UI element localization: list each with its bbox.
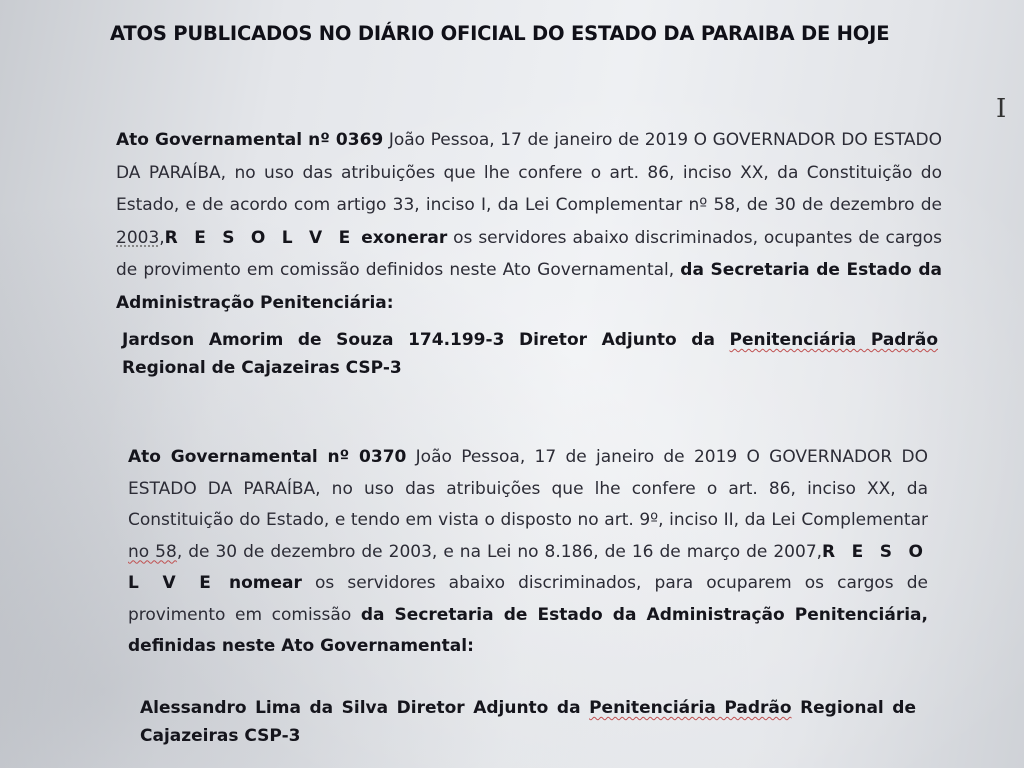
servant-unit: Regional de Cajazeiras CSP-3 [122,358,402,378]
act-intro: João Pessoa, 17 de janeiro de 2019 O GOVERNADOR DO ESTADO DA PARAÍBA, no uso das atribuições que lhe confere o art. 86, inciso XX, da Constituição do Estado, e tendo em vista o disposto no art. 9º, inciso II, da Lei Complementar [128,447,928,530]
act-action: nomear [228,573,302,593]
servant-unit: Regional de Cajazeiras CSP-3 [140,698,916,746]
act-secretariat: da Secretaria de Estado da Administração Penitenciária: [116,260,942,313]
act-secretariat: da Secretaria de Estado da Administração Penitenciária, definidas neste Ato Governamental: [128,604,928,656]
servant-institution: Penitenciária Padrão [729,330,938,350]
act-body: os servidores abaixo discriminados, ocupantes de cargos de provimento em comissão definidos neste Ato Governamental, [116,227,943,280]
servant-name-role: Alessandro Lima da Silva Diretor Adjunto da [140,698,590,718]
law-reference: no 58 [128,541,177,562]
resolve-keyword: R E S O L V E [128,541,929,593]
act-comma: , [159,227,165,248]
act-intro: João Pessoa, 17 de janeiro de 2019 O GOVERNADOR DO ESTADO DA PARAÍBA, no uso das atribuições que lhe confere o art. 86, inciso XX, da Constituição do Estado, e de acordo com artigo 33, inciso I, da Lei Complementar nº 58, de 30 de dezembro de [116,130,943,215]
act-number: Ato Governamental nº 0370 [128,447,407,467]
text-cursor-icon: I [996,94,1007,124]
act-0369-paragraph[interactable] [116,124,942,319]
act-middle: , de 30 de dezembro de 2003, e na Lei no 8.186, de 16 de março de 2007, [176,541,823,562]
servant-institution: Penitenciária Padrão [589,698,792,718]
act-number: Ato Governamental nº 0369 [116,130,384,150]
servant-entry-2[interactable] [140,694,916,750]
servant-entry-1[interactable] [122,326,938,382]
servant-name-role: Jardson Amorim de Souza 174.199-3 Diretor Adjunto da [122,330,730,350]
act-body: os servidores abaixo discriminados, para ocuparem os cargos de provimento em comissão [128,573,928,625]
act-action: exonerar [361,227,448,248]
act-year: 2003 [116,227,160,248]
act-0370-paragraph[interactable] [128,442,928,663]
document-title: ATOS PUBLICADOS NO DIÁRIO OFICIAL DO ESTADO DA PARAIBA DE HOJE [110,22,890,45]
resolve-keyword: R E S O L V E [164,227,356,248]
